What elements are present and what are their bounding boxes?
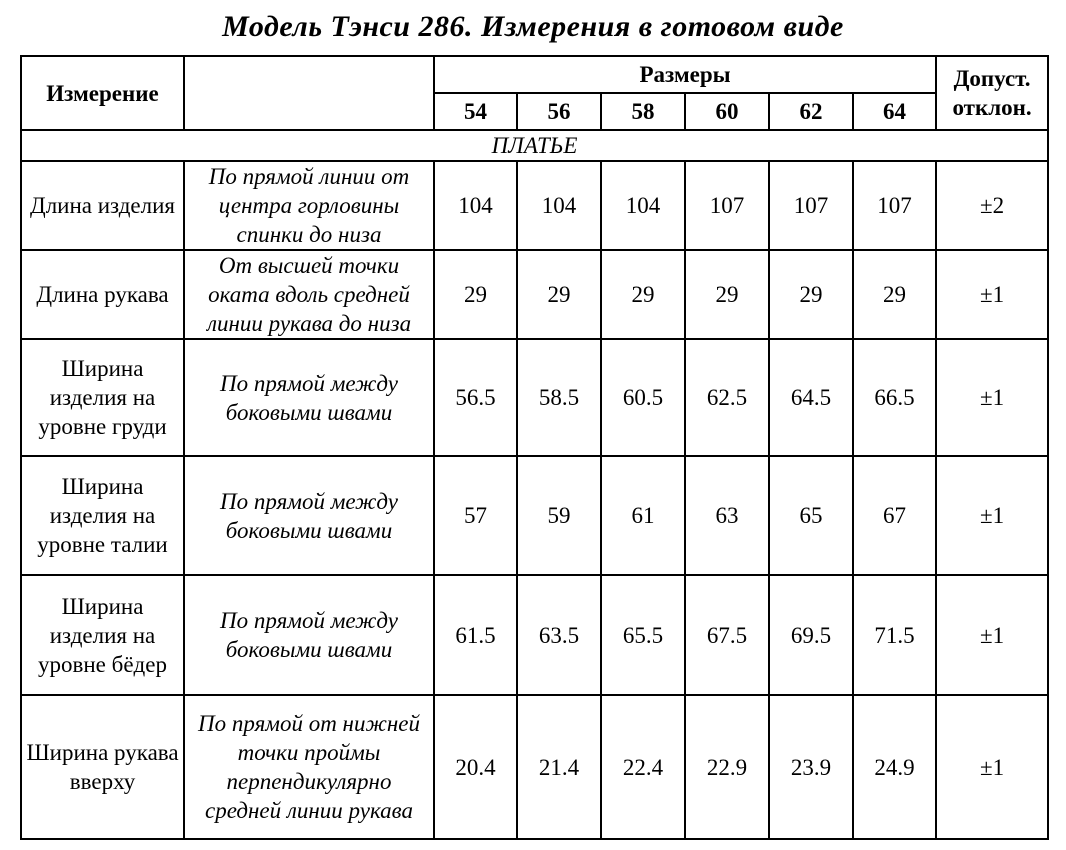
size-value-cell: 58.5 — [517, 339, 601, 456]
measurement-description: По прямой между боковыми швами — [184, 339, 434, 456]
size-value-cell: 21.4 — [517, 695, 601, 839]
table-row — [21, 250, 1048, 339]
size-value-cell: 71.5 — [853, 575, 936, 695]
table-body — [21, 56, 1048, 839]
tolerance-cell: ±1 — [936, 695, 1048, 839]
size-header-cell: 58 — [601, 93, 685, 130]
size-header-cell: 54 — [434, 93, 517, 130]
measurement-description: По прямой между боковыми швами — [184, 575, 434, 695]
size-value-cell: 62.5 — [685, 339, 769, 456]
size-value-cell: 29 — [853, 250, 936, 339]
measure-header: Измерение — [21, 56, 184, 130]
size-value-cell: 61.5 — [434, 575, 517, 695]
measurement-description: По прямой от нижней точки проймы перпендикулярно средней линии рукава — [184, 695, 434, 839]
size-header-cell: 64 — [853, 93, 936, 130]
size-value-cell: 107 — [769, 161, 853, 250]
size-header-cell: 56 — [517, 93, 601, 130]
size-value-cell: 22.4 — [601, 695, 685, 839]
tolerance-cell: ±1 — [936, 250, 1048, 339]
size-value-cell: 63 — [685, 456, 769, 575]
size-value-cell: 59 — [517, 456, 601, 575]
size-value-cell: 24.9 — [853, 695, 936, 839]
measurement-name: Ширина изделия на уровне бёдер — [21, 575, 184, 695]
measurement-name: Длина изделия — [21, 161, 184, 250]
measurement-name: Ширина изделия на уровне груди — [21, 339, 184, 456]
size-value-cell: 104 — [434, 161, 517, 250]
table-row — [21, 339, 1048, 456]
measurements-table — [20, 55, 1049, 840]
size-value-cell: 107 — [853, 161, 936, 250]
table-row — [21, 161, 1048, 250]
tolerance-cell: ±2 — [936, 161, 1048, 250]
size-value-cell: 104 — [601, 161, 685, 250]
size-value-cell: 66.5 — [853, 339, 936, 456]
tolerance-cell: ±1 — [936, 339, 1048, 456]
measurement-name: Ширина изделия на уровне талии — [21, 456, 184, 575]
size-value-cell: 69.5 — [769, 575, 853, 695]
sizes-header: Размеры — [434, 56, 936, 93]
size-value-cell: 104 — [517, 161, 601, 250]
tolerance-header: Допуст. отклон. — [936, 56, 1048, 130]
size-value-cell: 29 — [517, 250, 601, 339]
size-header-cell: 62 — [769, 93, 853, 130]
size-value-cell: 63.5 — [517, 575, 601, 695]
size-value-cell: 65.5 — [601, 575, 685, 695]
table-row — [21, 456, 1048, 575]
tolerance-cell: ±1 — [936, 575, 1048, 695]
size-value-cell: 61 — [601, 456, 685, 575]
size-value-cell: 20.4 — [434, 695, 517, 839]
measurement-description: От высшей точки оката вдоль средней линии рукава до низа — [184, 250, 434, 339]
page-title: Модель Тэнси 286. Измерения в готовом виде — [222, 10, 844, 43]
table-row — [21, 575, 1048, 695]
size-value-cell: 64.5 — [769, 339, 853, 456]
measurement-description: По прямой линии от центра горловины спинки до низа — [184, 161, 434, 250]
size-value-cell: 29 — [769, 250, 853, 339]
table-row — [21, 695, 1048, 839]
tolerance-cell: ±1 — [936, 456, 1048, 575]
description-header — [184, 56, 434, 130]
size-value-cell: 65 — [769, 456, 853, 575]
measurement-name: Ширина рукава вверху — [21, 695, 184, 839]
size-value-cell: 22.9 — [685, 695, 769, 839]
size-value-cell: 107 — [685, 161, 769, 250]
section-title: ПЛАТЬЕ — [21, 130, 1048, 161]
size-value-cell: 29 — [601, 250, 685, 339]
size-value-cell: 67.5 — [685, 575, 769, 695]
section-row — [21, 130, 1048, 161]
size-value-cell: 29 — [434, 250, 517, 339]
measurement-description: По прямой между боковыми швами — [184, 456, 434, 575]
size-value-cell: 57 — [434, 456, 517, 575]
size-value-cell: 56.5 — [434, 339, 517, 456]
size-value-cell: 23.9 — [769, 695, 853, 839]
header-row — [21, 56, 1048, 93]
measurement-name: Длина рукава — [21, 250, 184, 339]
size-value-cell: 60.5 — [601, 339, 685, 456]
size-value-cell: 67 — [853, 456, 936, 575]
size-header-cell: 60 — [685, 93, 769, 130]
size-value-cell: 29 — [685, 250, 769, 339]
